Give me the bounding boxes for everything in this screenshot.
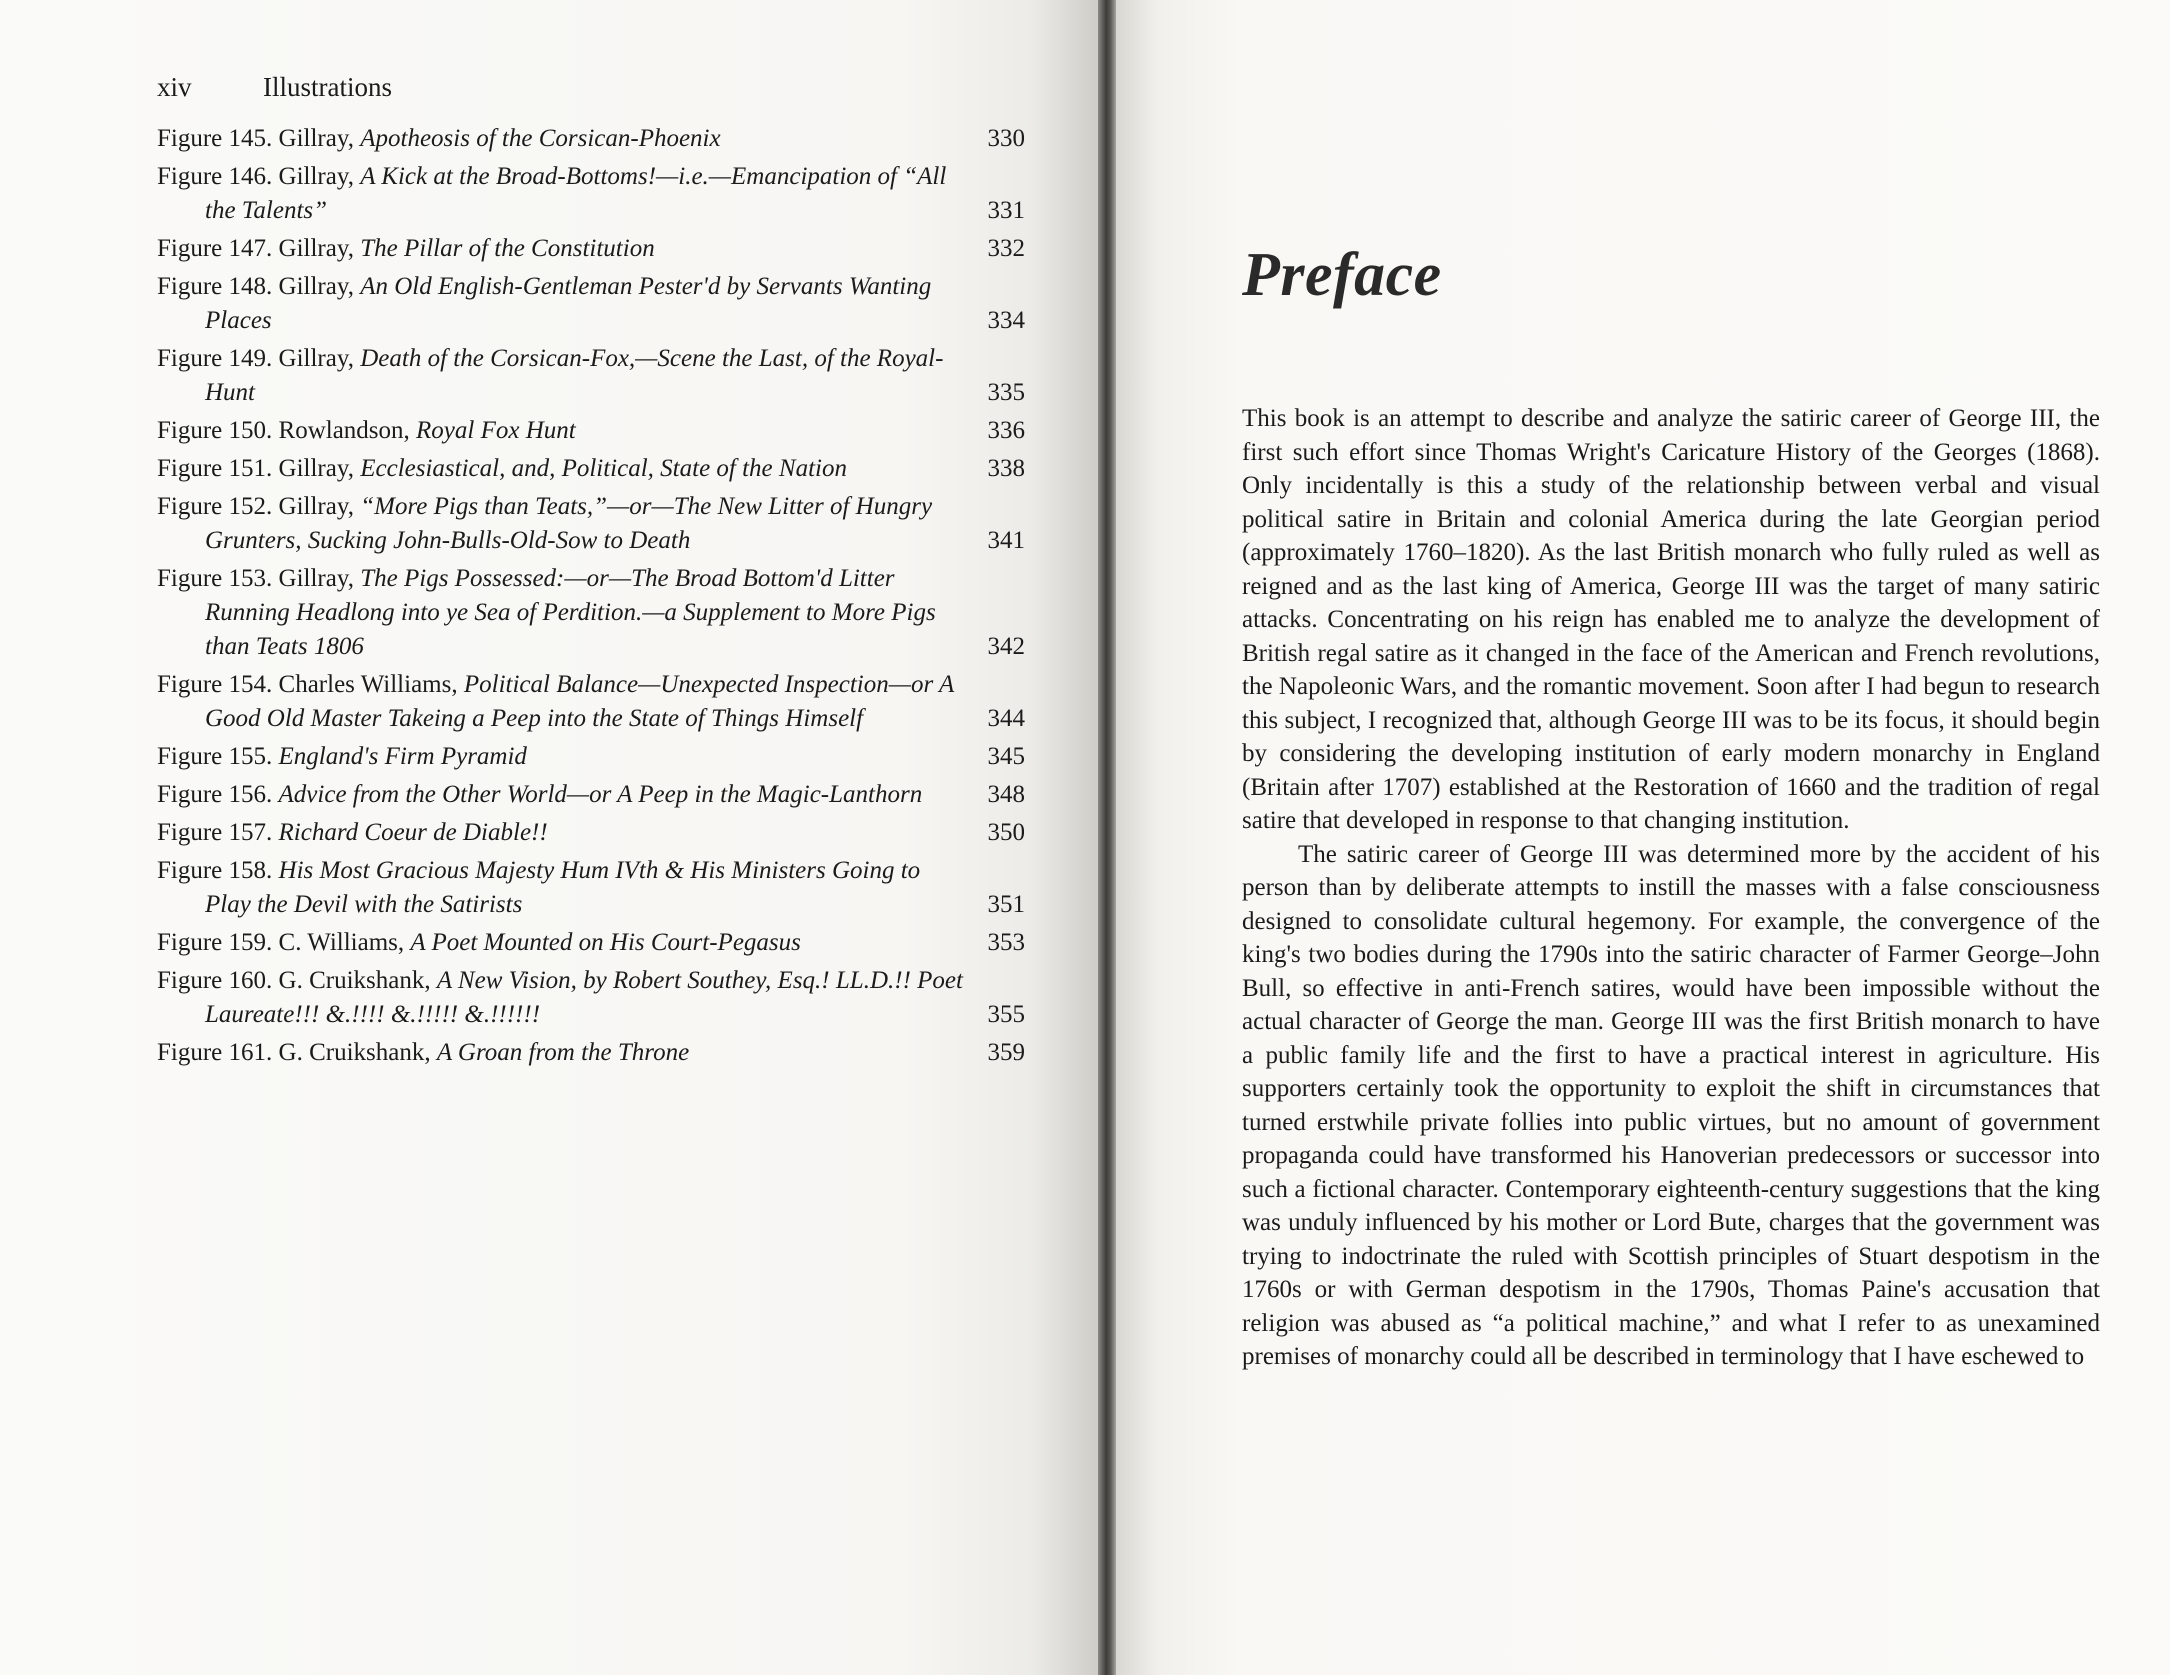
figure-label: Figure 152. [157,493,273,520]
figure-label: Figure 156. [157,781,273,808]
figure-page-number: 359 [987,1039,1025,1066]
figure-author: Rowlandson, [278,417,410,444]
figure-label: Figure 155. [157,743,273,770]
figure-entry [157,926,1025,960]
figure-label: Figure 159. [157,929,273,956]
figure-title: Royal Fox Hunt [416,417,576,444]
figure-entry-text [157,452,965,486]
figure-author: G. Cruikshank, [278,967,431,994]
figure-title: His Most Gracious Majesty Hum IVth & His Ministers Going to Play the Devil with the Satirists [205,857,921,918]
figure-page-number: 344 [987,705,1025,732]
figure-label: Figure 154. [157,671,273,698]
figure-entry [157,414,1025,448]
figure-label: Figure 148. [157,273,273,300]
figure-title: A New Vision, by Robert Southey, Esq.! LL.D.!! Poet Laureate!!! &.!!!! &.!!!!! &.!!!!!! [205,967,963,1028]
figure-title: Apotheosis of the Corsican-Phoenix [360,125,721,152]
preface-paragraph: The satiric career of George III was determined more by the accident of his person than by deliberate attempts to instill the masses with a false consciousness designed to consolidate cultural hegemony. For example, the convergence of the king's two bodies during the 1790s into the satiric character of Farmer George–John Bull, so effective in anti-French satires, would have been impossible without the actual character of George the man. George III was the first British monarch to have a public family life and the first to have a practical interest in agriculture. His supporters certainly took the opportunity to exploit the shift in circumstances that turned erstwhile private follies into public virtues, but no amount of government propaganda could have transformed his Hanoverian predecessors or successor into such a fictional character. Contemporary eighteenth-century suggestions that the king was unduly influenced by his mother or Lord Bute, charges that the government was trying to indoctrinate the ruled with Scottish principles of Stuart despotism in the 1760s or with German despotism in the 1790s, Thomas Paine's accusation that religion was abused as “a political machine,” and what I refer to as unexamined premises of monarchy could all be described in terminology that I have eschewed to [1242,840,2100,1370]
figure-page-number: 336 [987,417,1025,444]
figure-page-number: 341 [987,527,1025,554]
figure-entry-text [157,122,965,156]
figure-entry [157,740,1025,774]
figure-page-number: 342 [987,633,1025,660]
figure-title: Advice from the Other World—or A Peep in the Magic-Lanthorn [278,781,923,808]
figure-author: Gillray, [278,345,354,372]
figure-page-number: 330 [987,125,1025,152]
figure-page-number: 331 [987,197,1025,224]
figure-page-number: 335 [987,379,1025,406]
figure-title: A Poet Mounted on His Court-Pegasus [410,929,801,956]
figure-page-number: 348 [987,781,1025,808]
figure-author: Gillray, [278,163,354,190]
figure-page-number: 338 [987,455,1025,482]
figure-page-number: 334 [987,307,1025,334]
figure-label: Figure 160. [157,967,273,994]
figure-label: Figure 157. [157,819,273,846]
figure-title: England's Firm Pyramid [278,743,527,770]
figure-entry [157,1036,1025,1070]
illustrations-list [157,122,1025,1074]
figure-label: Figure 158. [157,857,273,884]
running-head [157,72,392,103]
figure-entry-text [157,854,965,922]
figure-title: A Kick at the Broad-Bottoms!—i.e.—Emancipation of “All the Talents” [205,163,947,224]
running-head-title: Illustrations [263,72,392,102]
figure-entry [157,562,1025,664]
figure-entry [157,816,1025,850]
figure-entry-text [157,342,965,410]
figure-entry [157,778,1025,812]
figure-label: Figure 147. [157,235,273,262]
figure-author: Gillray, [278,493,354,520]
figure-entry-text [157,1036,965,1070]
figure-entry [157,452,1025,486]
figure-entry [157,160,1025,228]
figure-entry-text [157,232,965,266]
figure-title: Ecclesiastical, and, Political, State of the Nation [360,455,847,482]
figure-label: Figure 146. [157,163,273,190]
preface-paragraph: This book is an attempt to describe and analyze the satiric career of George III, the first such effort since Thomas Wright's Caricature History of the Georges (1868). Only incidentally is this a study of the relationship between verbal and visual political satire in Britain and colonial America during the late Georgian period (approximately 1760–1820). As the last British monarch who fully ruled as well as reigned and as the last king of America, George III was the target of many satiric attacks. Concentrating on his reign has enabled me to analyze the development of British regal satire as it changed in the face of the American and French revolutions, the Napoleonic Wars, and the romantic movement. Soon after I had begun to research this subject, I recognized that, although George III was to be its focus, it should begin by considering the developing institution of early modern monarchy in England (Britain after 1707) established at the Restoration of 1660 and the tradition of regal satire that developed in response to that changing institution. [1242,405,2100,834]
figure-title: The Pigs Possessed:—or—The Broad Bottom'd Litter Running Headlong into ye Sea of Perdition.—a Supplement to More Pigs than Teats 1806 [205,565,936,660]
figure-label: Figure 153. [157,565,273,592]
figure-page-number: 350 [987,819,1025,846]
figure-author: Gillray, [278,455,354,482]
figure-title: An Old English-Gentleman Pester'd by Servants Wanting Places [205,273,932,334]
figure-title: Death of the Corsican-Fox,—Scene the Last, of the Royal-Hunt [205,345,944,406]
figure-label: Figure 145. [157,125,273,152]
figure-author: Charles Williams, [278,671,458,698]
figure-page-number: 345 [987,743,1025,770]
figure-label: Figure 161. [157,1039,273,1066]
figure-entry-text [157,414,965,448]
figure-entry [157,668,1025,736]
figure-author: Gillray, [278,125,354,152]
figure-entry [157,270,1025,338]
figure-title: A Groan from the Throne [436,1039,690,1066]
figure-entry-text [157,160,965,228]
figure-entry-text [157,668,965,736]
figure-title: Richard Coeur de Diable!! [278,819,548,846]
figure-entry [157,854,1025,922]
figure-entry-text [157,270,965,338]
figure-entry-text [157,964,965,1032]
figure-label: Figure 150. [157,417,273,444]
figure-entry [157,122,1025,156]
figure-label: Figure 149. [157,345,273,372]
figure-author: Gillray, [278,565,354,592]
figure-page-number: 351 [987,891,1025,918]
figure-page-number: 353 [987,929,1025,956]
figure-author: G. Cruikshank, [278,1039,431,1066]
figure-entry-text [157,740,965,774]
book-gutter [1098,0,1116,1675]
figure-title: The Pillar of the Constitution [360,235,655,262]
figure-page-number: 355 [987,1001,1025,1028]
figure-title: Political Balance—Unexpected Inspection—or A Good Old Master Takeing a Peep into the State of Things Himself [205,671,954,732]
figure-label: Figure 151. [157,455,273,482]
figure-entry-text [157,490,965,558]
figure-author: Gillray, [278,235,354,262]
preface-body [1242,402,2100,1374]
figure-entry-text [157,926,965,960]
figure-entry-text [157,816,965,850]
figure-author: Gillray, [278,273,354,300]
figure-entry [157,342,1025,410]
figure-page-number: 332 [987,235,1025,262]
figure-entry-text [157,562,965,664]
figure-entry [157,232,1025,266]
figure-entry-text [157,778,965,812]
figure-title: “More Pigs than Teats,”—or—The New Litter of Hungry Grunters, Sucking John-Bulls-Old-Sow to Death [205,493,933,554]
figure-entry [157,964,1025,1032]
figure-entry [157,490,1025,558]
figure-author: C. Williams, [278,929,405,956]
page-number: xiv [157,72,192,102]
chapter-title: Preface [1242,241,1442,309]
